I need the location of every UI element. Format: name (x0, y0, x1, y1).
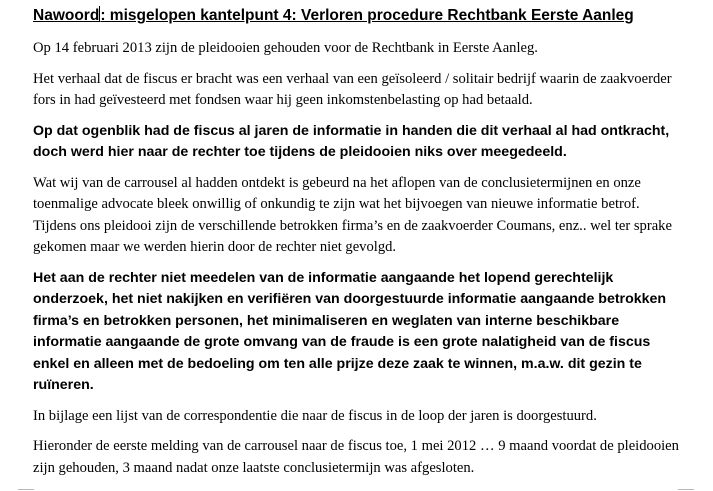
document-title (33, 6, 683, 25)
paragraph-fiscus-story: Het verhaal dat de fiscus er bracht was een verhaal van een geïsoleerd / solitair bedrijf waarin de zaakvoerder fors in had geïvesteerd met fondsen waar hij geen inkomstenbelasting op had betaald. (33, 70, 672, 108)
paragraph-pleidooien-date: Op 14 februari 2013 zijn de pleidooien gehouden voor de Rechtbank in Eerste Aanleg. (33, 40, 538, 56)
paragraph-attachment-list: In bijlage een lijst van de correspondentie die naar de fiscus in de loop der jaren is doorgestuurd. (33, 407, 597, 424)
paragraph-negligence: Het aan de rechter niet meedelen van de informatie aangaande het lopend gerechtelijk onderzoek, het niet nakijken en verifiëren van doorgestuurde informatie aangaande betrokken firma’s en betrokken personen, het minimaliseren en weglaten van interne beschikbare informatie aangaande de grote omvang van de fraude is een grote nalatigheid van de fiscus enkel en alleen met de bedoeling om ten alle prijze deze zaak te winnen, m.a.w. dit gezin te ruïneren. (33, 269, 667, 393)
paragraph-carrousel-discovery: Wat wij van de carrousel al hadden ontdekt is gebeurd na het aflopen van de conclusietermijnen en onze toenmalige advocate bleek onwillig of onkundig te zijn wat het bijvoegen van nieuwe informatie betrof. Tijdens ons pleidooi zijn de verschillende betrokken firma’s en de zaakvoerder Coumans, enz.. wel ter sprake gekomen maar we werden hierin door de rechter niet gevolgd. (33, 174, 672, 255)
page-corner-mark-right (678, 489, 694, 490)
paragraph-first-report: Hieronder de eerste melding van de carrousel naar de fiscus toe, 1 mei 2012 … 9 maand voordat de pleidooien zijn gehouden, 3 maand nadat onze laatste conclusietermijn was afgesloten. (33, 438, 679, 476)
paragraph-information-withheld: Op dat ogenblik had de fiscus al jaren de informatie in handen die dit verhaal al had ontkracht, doch werd hier naar de rechter toe tijdens de pleidooien niks over meegedeeld. (33, 122, 670, 160)
page-corner-mark-left (18, 489, 34, 490)
document-body[interactable] (33, 6, 683, 488)
title-part-rest: : misgelopen kantelpunt 4: Verloren procedure Rechtbank Eerste Aanleg (100, 7, 634, 24)
title-part-nawoord: Nawoord (33, 7, 100, 24)
